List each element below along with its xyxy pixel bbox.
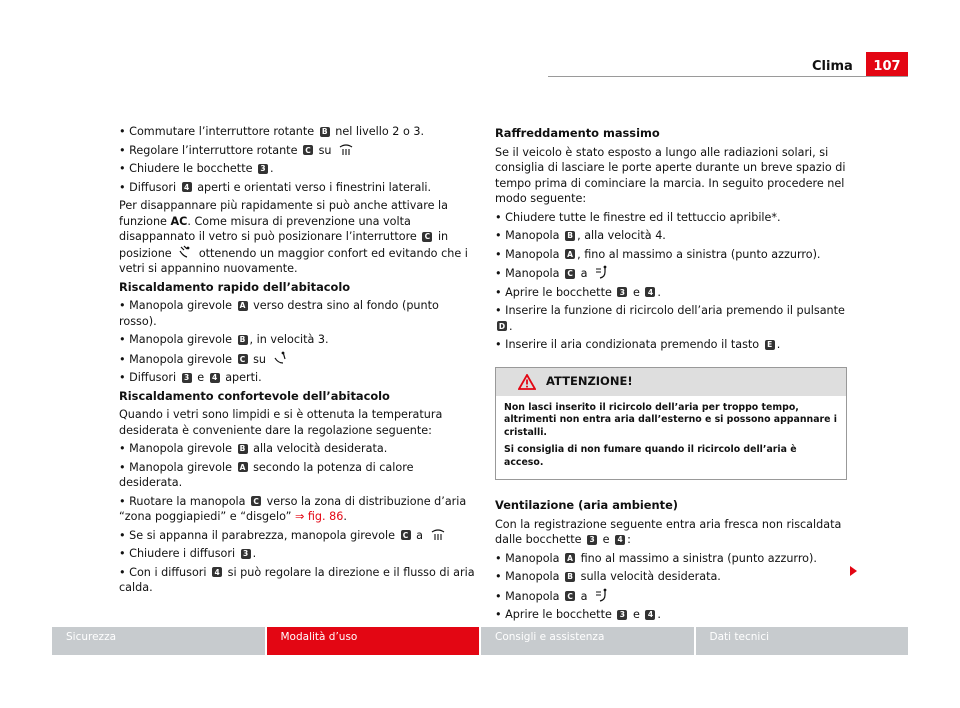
footwell-icon <box>273 351 287 365</box>
key-c: C <box>251 496 261 506</box>
key-c: C <box>422 232 432 242</box>
left-column <box>119 124 479 599</box>
paragraph: Quando i vetri sono limpidi e si è ottenuta la temperatura desiderata è conveniente dare la regolazione seguente: <box>119 408 443 437</box>
key-b: B <box>238 444 248 454</box>
list-item: • Manopola C a <box>495 265 850 282</box>
paragraph: Per disappannare più rapidamente si può anche attivare la funzione AC. Come misura di prevenzione una volta disappannato il vetro si può posizionare l’interruttore C in posizione ottenendo un maggior confort ed evitando che i vetri si appannino nuovamente. <box>119 199 468 275</box>
section-title: Clima <box>812 59 853 74</box>
list-item: • Aprire le bocchette 3 e 4 . <box>495 285 661 299</box>
list-item: • Regolare l’interruttore rotante C su <box>119 143 479 159</box>
key-4: 4 <box>182 182 192 192</box>
list-item: • Manopola B , alla velocità 4. <box>495 229 666 242</box>
key-e: E <box>765 340 775 350</box>
key-a: A <box>565 249 575 259</box>
key-b: B <box>565 572 575 582</box>
key-a: A <box>238 301 248 311</box>
key-c: C <box>238 354 248 364</box>
list-item: • Manopola B sulla velocità desiderata. <box>495 570 721 583</box>
list-item: • Commutare l’interruttore rotante B nel livello 2 o 3. <box>119 125 425 138</box>
list-item: • Manopola girevole A secondo la potenza di calore desiderata. <box>119 460 414 489</box>
list-item: • Chiudere le bocchette 3 . <box>119 162 274 175</box>
key-a: A <box>565 553 575 563</box>
list-item: • Inserire la funzione di ricircolo dell’aria premendo il pulsante D . <box>495 304 845 333</box>
key-3: 3 <box>182 373 192 383</box>
continue-arrow-icon <box>850 566 857 576</box>
warning-text: Si consiglia di non fumare quando il ricircolo dell’aria è acceso. <box>504 444 797 468</box>
key-3: 3 <box>587 535 597 545</box>
footer-nav <box>52 627 908 655</box>
warning-body <box>496 396 846 480</box>
key-b: B <box>320 127 330 137</box>
list-item: • Diffusori 4 aperti e orientati verso i finestrini laterali. <box>119 180 432 194</box>
list-item: • Diffusori 3 e 4 aperti. <box>119 371 262 384</box>
warning-title: ATTENZIONE! <box>546 373 633 388</box>
paragraph: Se il veicolo è stato esposto a lungo alle radiazioni solari, si consiglia di lasciare le porte aperte durante un breve spazio di tempo prima di cominciare la marcia. In seguito procedere nel modo seguente: <box>495 145 846 205</box>
list-item: • Manopola A , fino al massimo a sinistra (punto azzurro). <box>495 247 821 261</box>
list-item: • Manopola girevole B , in velocità 3. <box>119 333 329 346</box>
footer-tab-consigli[interactable]: Consigli e assistenza <box>481 627 694 655</box>
list-item: • Manopola A fino al massimo a sinistra (punto azzurro). <box>495 551 817 565</box>
warning-header <box>496 368 846 396</box>
page-number: 107 <box>866 52 908 76</box>
key-3: 3 <box>241 549 251 559</box>
key-c: C <box>401 530 411 540</box>
key-b: B <box>238 335 248 345</box>
key-a: A <box>238 462 248 472</box>
key-d: D <box>498 321 506 331</box>
defrost-icon <box>430 529 446 541</box>
key-c: C <box>565 591 575 601</box>
figure-link[interactable]: ⇒ fig. 86 <box>294 510 344 523</box>
list-item: • Con i diffusori 4 si può regolare la direzione e il flusso di aria calda. <box>119 565 475 594</box>
key-3: 3 <box>258 164 268 174</box>
list-item: • Chiudere tutte le finestre ed il tettuccio apribile*. <box>495 210 781 224</box>
paragraph: Con la registrazione seguente entra aria fresca non riscaldata dalle bocchette 3 e 4 : <box>495 517 842 546</box>
key-3: 3 <box>617 287 627 297</box>
list-item: • Manopola C a <box>495 588 850 605</box>
list-item: • Ruotare la manopola C verso la zona di distribuzione d’aria “zona poggiapiedi” e “disgelo” ⇒ fig. 86. <box>119 494 467 523</box>
footer-tab-dati-tecnici[interactable]: Dati tecnici <box>696 627 909 655</box>
face-vent-icon <box>594 588 608 602</box>
list-item: • Inserire il aria condizionata premendo il tasto E . <box>495 338 781 351</box>
warning-text: Non lasci inserito il ricircolo dell’aria per troppo tempo, altrimenti non entra aria dall’esterno e si possono appannare i cristalli. <box>504 401 837 438</box>
defrost-icon <box>338 144 354 156</box>
key-c: C <box>303 145 313 155</box>
footer-tab-sicurezza[interactable]: Sicurezza <box>52 627 265 655</box>
list-item: • Manopola girevole B alla velocità desiderata. <box>119 442 388 455</box>
right-column <box>495 124 850 626</box>
list-item: • Manopola girevole A verso destra sino al fondo (punto rosso). <box>119 299 439 328</box>
key-4: 4 <box>645 610 655 620</box>
heading: Ventilazione (aria ambiente) <box>495 498 679 512</box>
list-item: • Aprire le bocchette 3 e 4 . <box>495 608 661 621</box>
header-rule <box>548 76 908 77</box>
warning-triangle-icon <box>518 374 536 390</box>
key-c: C <box>565 269 575 279</box>
key-4: 4 <box>615 535 625 545</box>
footwell-defrost-icon <box>178 245 192 259</box>
heading: Raffreddamento massimo <box>495 126 660 140</box>
face-vent-icon <box>594 265 608 279</box>
key-4: 4 <box>210 373 220 383</box>
key-b: B <box>565 231 575 241</box>
list-item: • Chiudere i diffusori 3 . <box>119 547 257 560</box>
warning-box <box>495 367 847 481</box>
footer-tab-modalita-uso[interactable]: Modalità d’uso <box>267 627 480 655</box>
list-item: • Se si appanna il parabrezza, manopola girevole C a <box>119 528 479 544</box>
heading: Riscaldamento confortevole dell’abitacolo <box>119 388 390 403</box>
heading: Riscaldamento rapido dell’abitacolo <box>119 279 351 294</box>
key-4: 4 <box>212 567 222 577</box>
key-3: 3 <box>617 610 627 620</box>
key-4: 4 <box>645 287 655 297</box>
list-item: • Manopola girevole C su <box>119 351 479 368</box>
